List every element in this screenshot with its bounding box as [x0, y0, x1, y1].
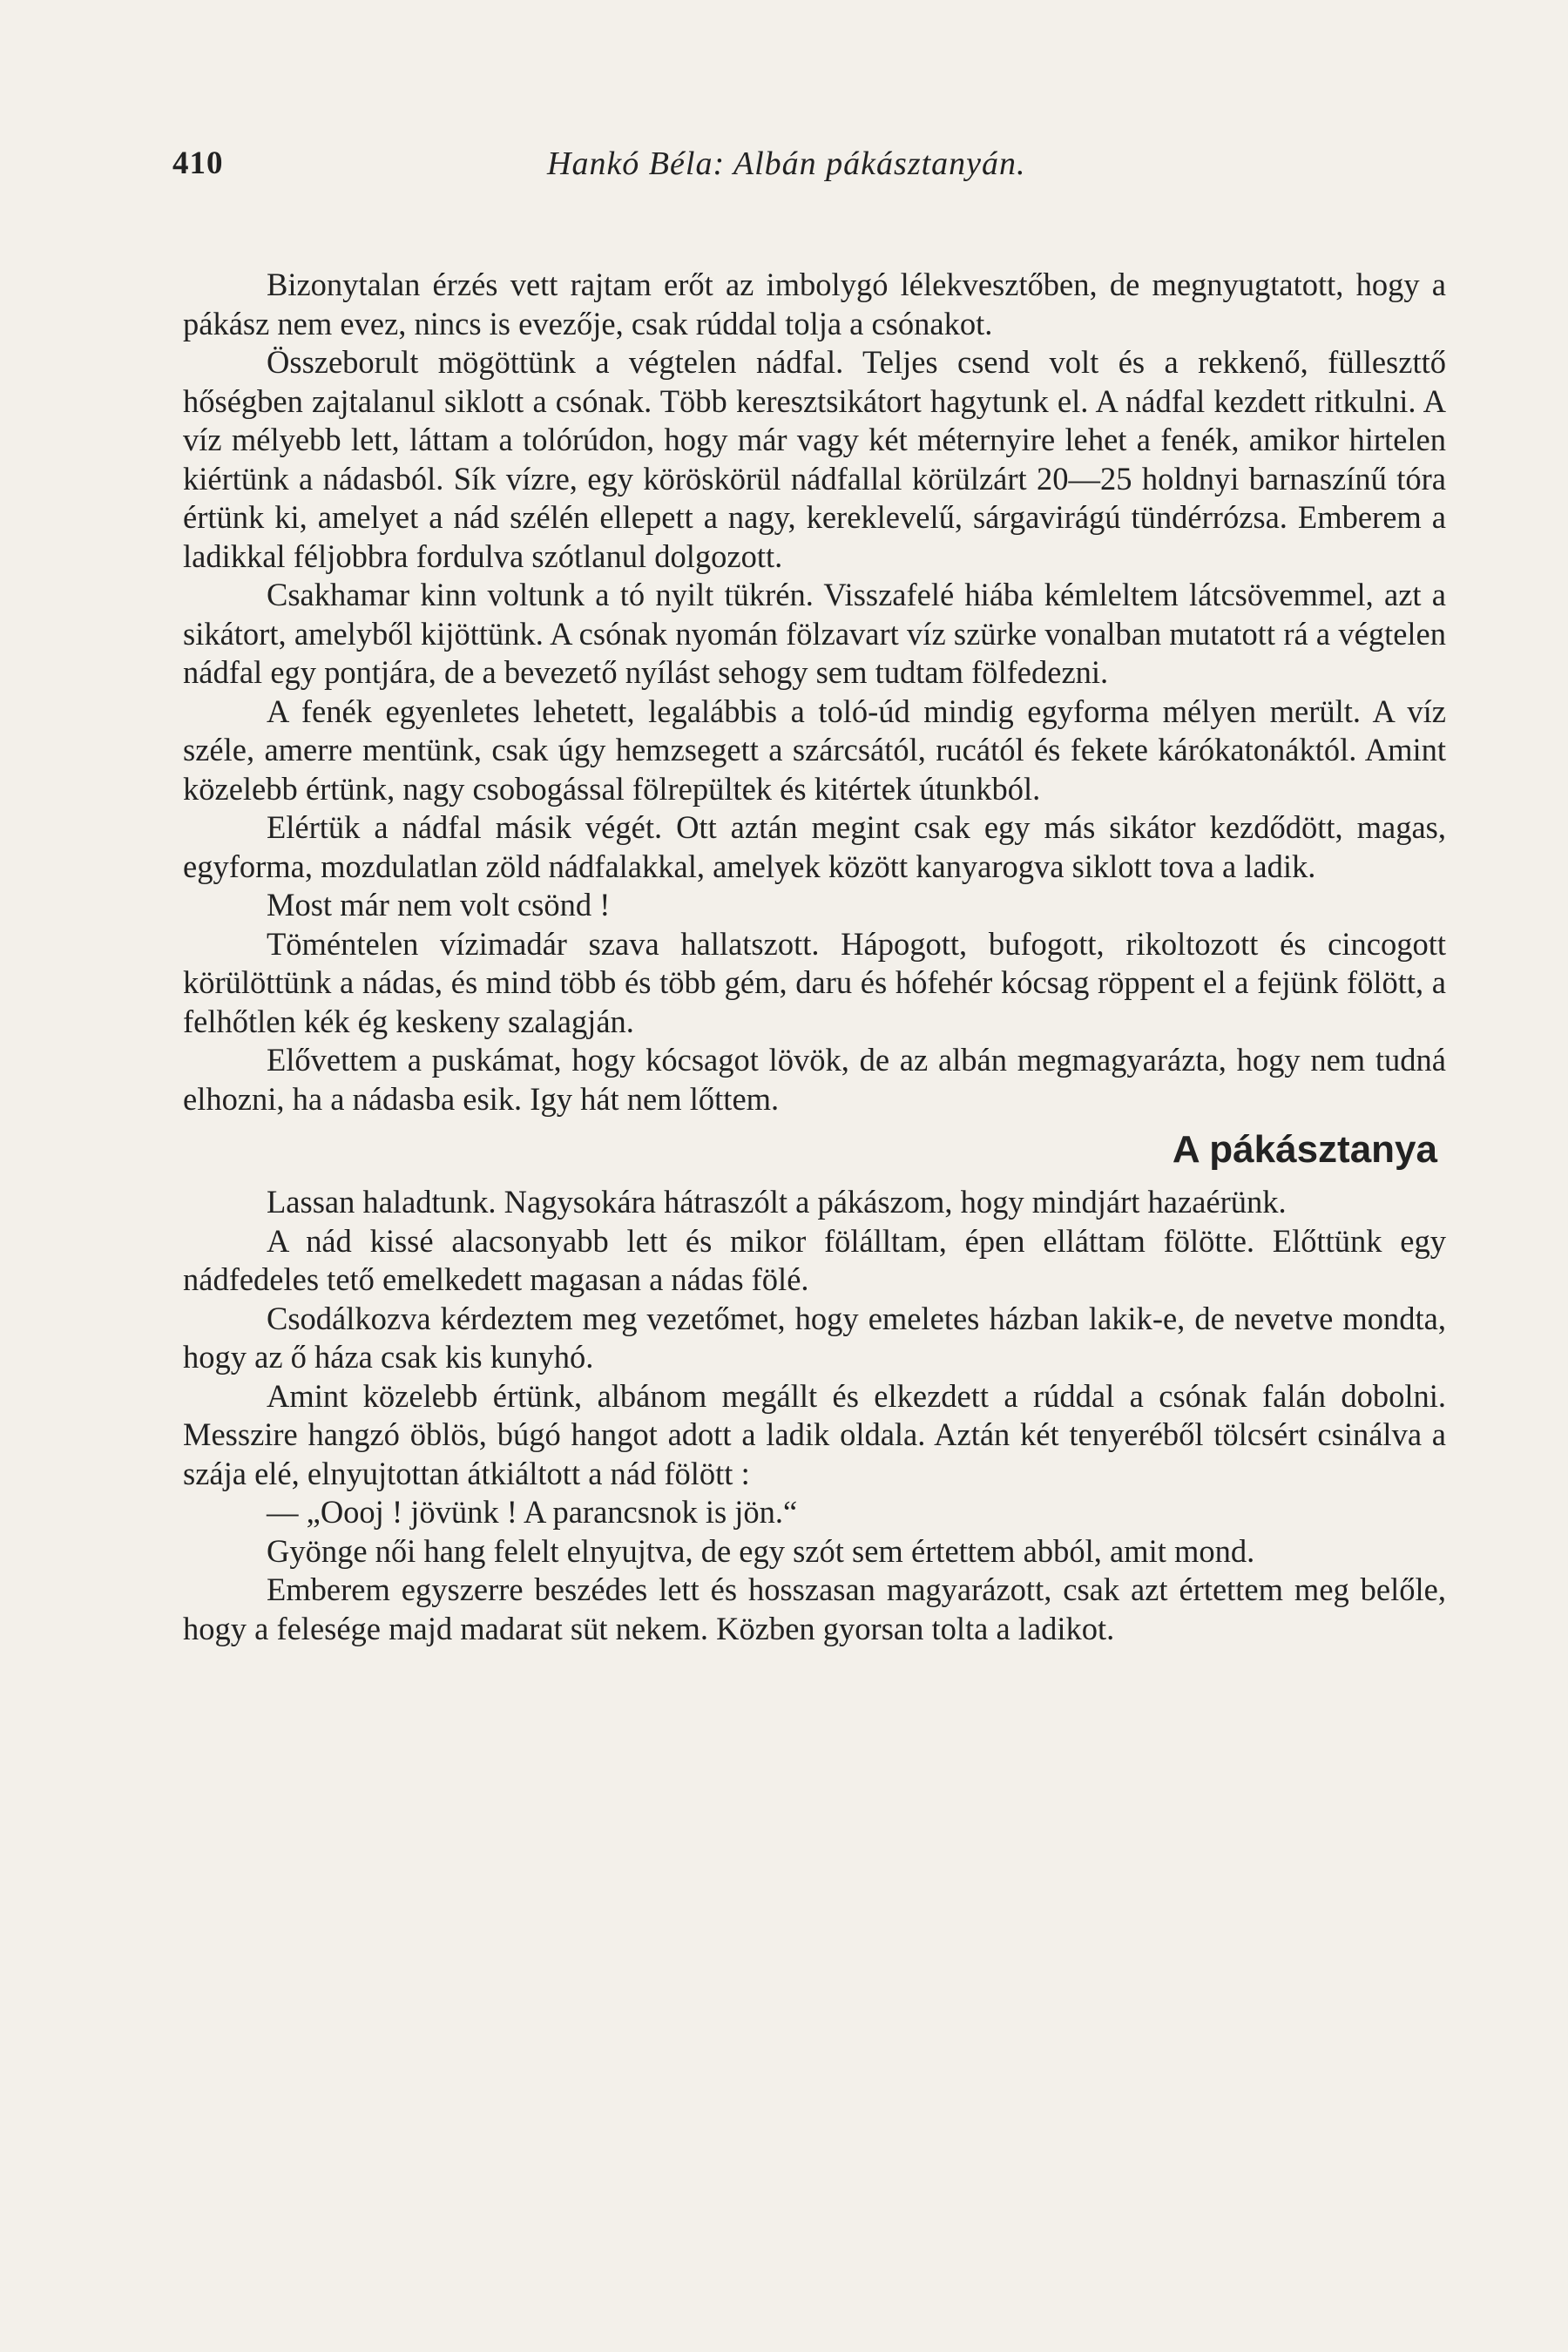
paragraph: Emberem egyszerre beszédes lett és hosszasan magyarázott, csak azt értettem meg belőle, hogy a felesége majd madarat süt nekem. Közben gyorsan tolta a ladikot. — [183, 1571, 1446, 1646]
running-title: Hankó Béla: Albán pákásztanyán. — [547, 145, 1026, 182]
paragraph: Bizonytalan érzés vett rajtam erőt az imbolygó lélekvesztőben, de megnyugtatott, hogy a pákász nem evez, nincs is evezője, csak rúddal tolja a csónakot. — [183, 267, 1446, 341]
paragraph: Amint közelebb értünk, albánom megállt és elkezdett a rúddal a csónak falán dobolni. Messzire hangzó öblös, búgó hangot adott a ladik oldala. Aztán két tenyeréből tölcsért csinálva a szája elé, elnyujtottan átkiáltott a nád fölött : — [183, 1377, 1446, 1491]
paragraph: Most már nem volt csönd ! — [267, 887, 611, 923]
paragraph: Összeborult mögöttünk a végtelen nádfal. Teljes csend volt és a rekkenő, fülleszttő hőségben zajtalanul siklott a csónak. Több keresztsikátort hagytunk el. A nádfal kezdett ritkulni. A víz mélyebb lett, láttam a tolórúdon, hogy már vagy két méternyire lehet a fenék, amikor hirtelen kiértünk a nádasból. Sík vízre, egy köröskörül nádfallal körülzárt 20—25 holdnyi barnaszínű tóra értünk ki, amelyet a nád szélén ellepett a nagy, kereklevelű, sárgavirágú tündérrózsa. Emberem a ladikkal féljobbra fordulva szótlanul dolgozott. — [183, 344, 1446, 574]
paragraph: Lassan haladtunk. Nagysokára hátraszólt a pákászom, hogy mindjárt hazaérünk. — [267, 1184, 1287, 1220]
paragraph: Elértük a nádfal másik végét. Ott aztán megint csak egy más sikátor kezdődött, magas, egyforma, mozdulatlan zöld nádfalakkal, amelyek között kanyarogva siklott tova a ladik. — [183, 809, 1446, 884]
page-number: 410 — [172, 145, 224, 181]
paragraph: Elővettem a puskámat, hogy kócsagot lövök, de az albán megmagyarázta, hogy nem tudná elhozni, ha a nádasba esik. Igy hát nem lőttem. — [183, 1042, 1446, 1117]
paragraph: Csodálkozva kérdeztem meg vezetőmet, hogy emeletes házban lakik-e, de nevetve mondta, hogy az ő háza csak kis kunyhó. — [183, 1300, 1446, 1375]
running-head — [172, 145, 1446, 197]
paragraph: Töméntelen vízimadár szava hallatszott. Hápogott, bufogott, rikoltozott és cincogott körülöttünk a nádas, és mind több és több gém, daru és hófehér kócsag röppent el a fejünk fölött, a felhőtlen kék ég keskeny szalagján. — [183, 925, 1446, 1039]
paragraph: — „Oooj ! jövünk ! A parancsnok is jön.“ — [267, 1494, 798, 1530]
paragraph: Csakhamar kinn voltunk a tó nyilt tükrén. Visszafelé hiába kémleltem látcsövemmel, azt a sikátort, amelyből kijöttünk. A csónak nyomán fölzavart víz szürke vonalban mutatott rá a végtelen nádfal egy pontjára, de a bevezető nyílást sehogy sem tudtam fölfedezni. — [183, 577, 1446, 690]
paragraph: A fenék egyenletes lehetett, legalábbis a toló-úd mindig egyforma mélyen merült. A víz széle, amerre mentünk, csak úgy hemzsegett a szárcsától, rucától és fekete kárókatonáktól. Amint közelebb értünk, nagy csobogással fölrepültek és kitértek útunkból. — [183, 693, 1446, 807]
body-text — [183, 266, 1446, 1648]
paragraph: A nád kissé alacsonyabb lett és mikor fölálltam, épen elláttam fölötte. Előttünk egy nádfedeles tető emelkedett magasan a nádas fölé. — [183, 1222, 1446, 1297]
paragraph: Gyönge női hang felelt elnyujtva, de egy szót sem értettem abból, amit mond. — [267, 1532, 1255, 1569]
section-heading: A pákásztanya — [1172, 1128, 1437, 1171]
